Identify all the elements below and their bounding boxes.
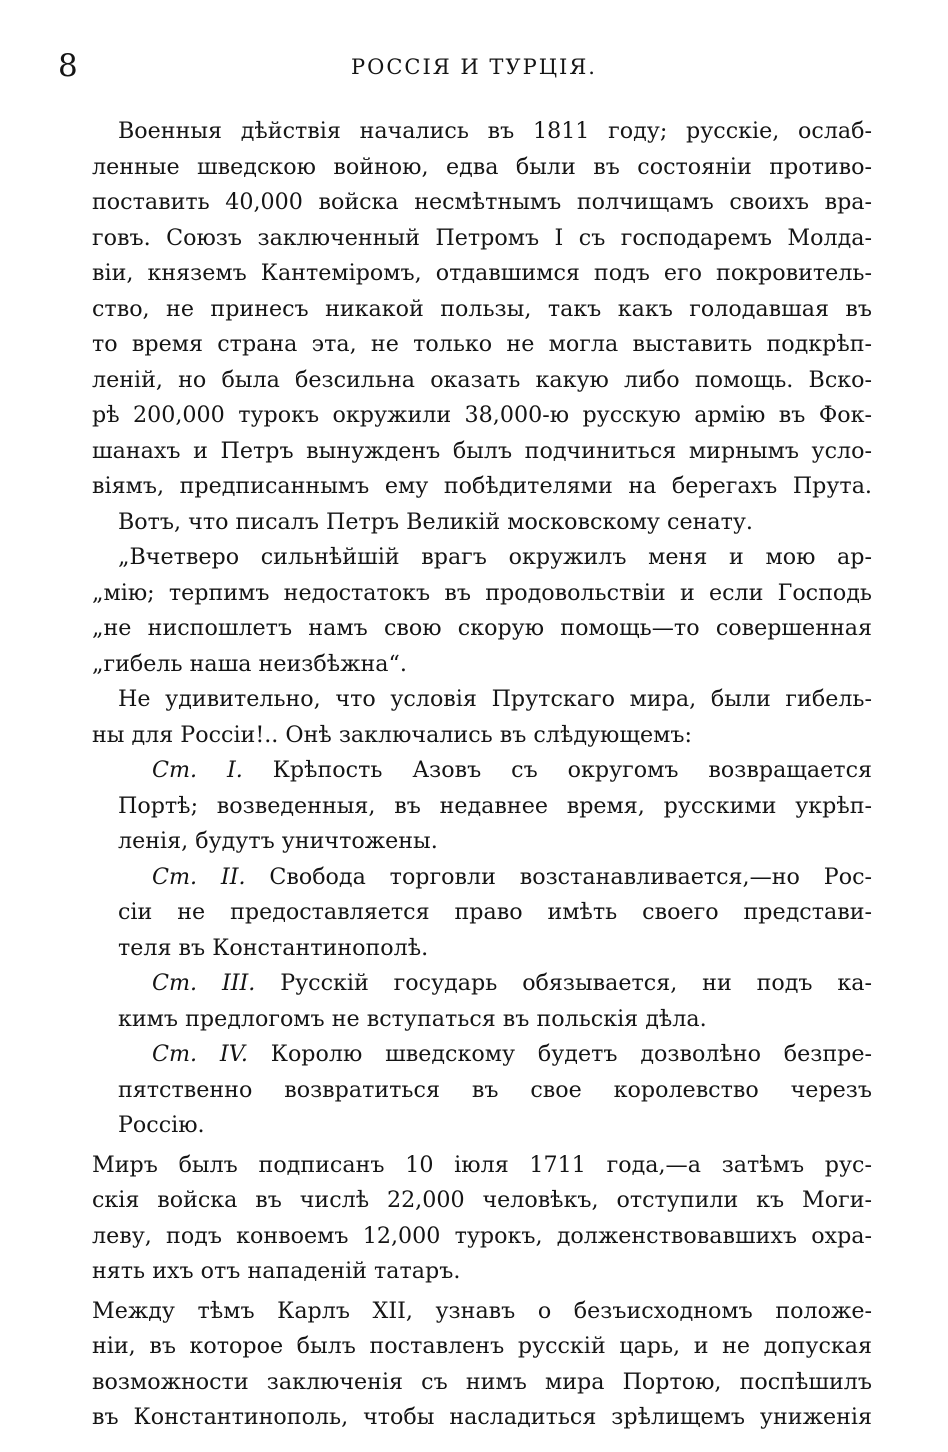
article-first-line bbox=[92, 860, 872, 896]
running-title: РОССIЯ И ТУРЦIЯ. bbox=[351, 55, 597, 79]
text-line: Между тѣмъ Карлъ XII, узнавъ о безъисходномъ положе- bbox=[92, 1297, 872, 1324]
text-line: ленные шведскою войною, едва были въ состоянiи противо- bbox=[92, 153, 872, 180]
article-text: Королю шведскому будетъ дозволѣно безпре- bbox=[270, 1041, 873, 1067]
text-line: пятственно возвратиться въ свое королевство черезъ bbox=[118, 1076, 872, 1103]
text-line: „Вчетверо сильнѣйшiй врагъ окружилъ меня и мою ар- bbox=[118, 544, 872, 570]
text-line: нiи, въ которое былъ поставленъ русскiй царь, и не допуская bbox=[92, 1333, 872, 1359]
article-text: Русскiй государь обязывается, ни подъ ка- bbox=[280, 970, 873, 996]
treaty-article-1 bbox=[92, 753, 872, 860]
text-line: Портѣ; возведенныя, въ недавнее время, русскими укрѣп- bbox=[118, 792, 872, 819]
text-line: „мiю; терпимъ недостатокъ въ продовольствiи и если Господь bbox=[92, 579, 872, 606]
article-first-line bbox=[92, 1037, 872, 1073]
text-line: кимъ предлогомъ не вступаться въ польскiя дѣла. bbox=[118, 1005, 707, 1032]
text-line: то время страна эта, не только не могла выставить подкрѣп- bbox=[92, 331, 872, 357]
article-label: Ст. IV. bbox=[152, 1041, 248, 1067]
text-line: рѣ 200,000 турокъ окружили 38,000-ю русскую армiю въ Фок- bbox=[92, 402, 872, 428]
paragraph-military-actions bbox=[92, 114, 872, 505]
text-line: ны для Россiи!.. Онѣ заключались въ слѣдующемъ: bbox=[92, 721, 692, 748]
text-line: теля въ Константинополѣ. bbox=[118, 934, 429, 961]
article-label: Ст. II. bbox=[152, 863, 246, 890]
text-line: Вотъ, что писалъ Петръ Великiй московскому сенату. bbox=[118, 508, 753, 535]
treaty-article-2 bbox=[92, 860, 872, 967]
page-header bbox=[0, 46, 948, 90]
text-line: сiи не предоставляется право имѣть своего представи- bbox=[118, 899, 872, 925]
text-line: шанахъ и Петръ вынужденъ былъ подчиниться мирнымъ усло- bbox=[92, 437, 872, 464]
body-text bbox=[92, 114, 872, 1436]
text-line: вiямъ, предписаннымъ ему побѣдителями на берегахъ Прута. bbox=[92, 473, 872, 499]
text-line: ство, не принесъ никакой пользы, такъ какъ голодавшая въ bbox=[92, 295, 872, 322]
text-line: ленiя, будутъ уничтожены. bbox=[118, 828, 438, 854]
text-line: Миръ былъ подписанъ 10 iюля 1711 года,—а затѣмъ рус- bbox=[92, 1151, 872, 1178]
article-text: Крѣпость Азовъ съ округомъ возвращается bbox=[272, 757, 872, 783]
treaty-article-3 bbox=[92, 966, 872, 1037]
text-line: вiи, княземъ Кантемiромъ, отдавшимся подъ его покровитель- bbox=[92, 260, 872, 286]
text-line: возможности заключенiя съ нимъ мира Портою, поспѣшилъ bbox=[92, 1368, 872, 1395]
text-line: ленiй, но была безсильна оказать какую либо помощь. Вско- bbox=[92, 366, 872, 393]
text-line: „не ниспошлетъ намъ свою скорую помощь—то совершенная bbox=[92, 615, 872, 641]
text-line: въ Константинополь, чтобы насладиться зрѣлищемъ униженiя bbox=[92, 1404, 872, 1430]
paragraph-prut-treaty bbox=[92, 682, 872, 753]
text-line: Военныя дѣйствiя начались въ 1811 году; русскiе, ослаб- bbox=[118, 118, 872, 144]
text-line: поставить 40,000 войска несмѣтнымъ полчищамъ своихъ вра- bbox=[92, 189, 872, 215]
quotation-peter-letter bbox=[92, 540, 872, 682]
article-text: Свобода торговли возстанавливается,—но Рос- bbox=[269, 863, 872, 890]
text-line: Не удивительно, что условiя Прутскаго мира, были гибель- bbox=[118, 686, 872, 712]
article-label: Ст. I. bbox=[152, 757, 243, 783]
text-line: скiя войска въ числѣ 22,000 человѣкъ, отступили къ Моги- bbox=[92, 1187, 872, 1213]
article-first-line bbox=[92, 966, 872, 1002]
paragraph-charles-xii bbox=[92, 1294, 872, 1436]
treaty-article-4 bbox=[92, 1037, 872, 1144]
text-line: леву, подъ конвоемъ 12,000 турокъ, долженствовавшихъ охра- bbox=[92, 1222, 872, 1249]
paragraph-peter-letter-intro bbox=[92, 505, 872, 541]
text-line: Россiю. bbox=[118, 1112, 205, 1138]
text-line: „гибель наша неизбѣжна“. bbox=[92, 650, 407, 677]
paragraph-peace-signed bbox=[92, 1148, 872, 1290]
article-first-line bbox=[92, 753, 872, 789]
article-label: Ст. III. bbox=[152, 970, 256, 996]
text-line: нять ихъ отъ нападенiй татаръ. bbox=[92, 1258, 461, 1284]
page-number: 8 bbox=[58, 48, 78, 84]
text-line: говъ. Союзъ заключенный Петромъ I съ господаремъ Молда- bbox=[92, 224, 872, 251]
